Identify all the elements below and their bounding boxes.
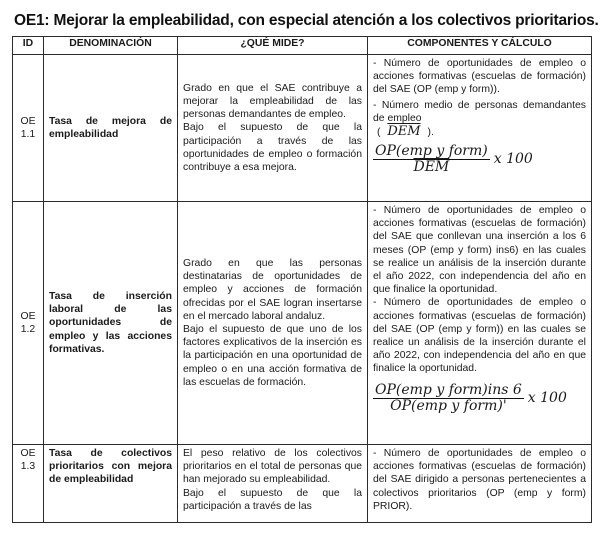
row-id: OE 1.2: [20, 310, 36, 335]
page-title: OE1: Mejorar la empleabilidad, con especial atención a los colectivos prioritarios.: [14, 12, 599, 29]
que-mide-text: El peso relativo de los colectivos prioritarios en el total de personas que han mejorado su empleabilidad.: [183, 448, 362, 486]
que-mide-text: Grado en que las personas destinatarias de oportunidades de empleo y acciones de formación ofrecidas por el SAE logran insertarse en el mercado laboral andaluz.: [183, 257, 362, 322]
componente-text: - Número de oportunidades de empleo o acciones formativas (escuelas de formación) del SAE que conllevan una inserción a los 6 meses (OP (emp y form) ins6) en las cuales se realice un análisis de la inserción durante el año 2022, con independencia del año en que finalice la oportunidad.: [373, 205, 586, 296]
formula-multiplier: x 100: [527, 389, 567, 406]
row-denominacion: Tasa de mejora de empleabilidad: [49, 115, 172, 140]
que-mide-text: Bajo el supuesto de que la participación a través de las oportunidades de empleo o formación contribuye a esa mejora.: [183, 122, 362, 173]
row-id: OE 1.3: [20, 448, 36, 473]
header-id: ID: [13, 37, 44, 55]
formula-numerator: OP(emp y form): [375, 143, 488, 160]
header-componentes: COMPONENTES Y CÁLCULO: [368, 37, 592, 55]
table-row: [13, 55, 592, 202]
dem-symbol: $\overline{DEM}$: [387, 124, 421, 140]
header-denominacion: DENOMINACIÓN: [44, 37, 178, 55]
componente-text: - Número de oportunidades de empleo o acciones formativas (escuelas de formación) del SAE dirigido a personas pertenecientes a colectivos prioritarios (OP (emp y form) PRIOR).: [373, 448, 586, 512]
table-header-row: [13, 37, 592, 55]
formula-multiplier: x 100: [493, 151, 533, 168]
row-id: OE 1.1: [20, 115, 36, 140]
componente-text: - Número de oportunidades de empleo o acciones formativas (escuelas de formación) del SAE (OP (emp y form)) en las cuales se realice un análisis de la inserción durante el año 2022, con independencia del año en que finalice la oportunidad.: [373, 297, 586, 375]
formula-denominator: OP(emp y form)': [390, 397, 507, 414]
formula: [373, 381, 586, 414]
header-que-mide: ¿QUÉ MIDE?: [178, 37, 368, 55]
indicators-table: [12, 36, 592, 523]
componente-text: - Número de oportunidades de empleo o acciones formativas (escuelas de formación) del SAE (OP (emp y form)).: [373, 58, 586, 96]
table-row: [13, 202, 592, 445]
table-row: [13, 445, 592, 523]
formula-numerator: OP(emp y form)ins 6: [375, 381, 522, 398]
row-denominacion: Tasa de inserción laboral de las oportunidades de empleo y las acciones formativas.: [49, 290, 172, 355]
row-denominacion: Tasa de colectivos prioritarios con mejora de empleabilidad: [49, 448, 172, 486]
que-mide-text: Grado en que el SAE contribuye a mejorar la empleabilidad de las personas demandantes de empleo.: [183, 82, 362, 121]
que-mide-text: Bajo el supuesto de que uno de los factores explicativos de la inserción es la participación en una oportunidad de empleo o en una acción formativa de las escuelas de formación.: [183, 324, 362, 388]
formula: [373, 145, 586, 174]
componente-text: - Número medio de personas demandantes de empleo ( $\overline{DEM}$ ).: [373, 99, 586, 140]
que-mide-text: Bajo el supuesto de que la participación a través de las: [183, 487, 362, 512]
formula-denominator: DEM: [413, 159, 450, 176]
